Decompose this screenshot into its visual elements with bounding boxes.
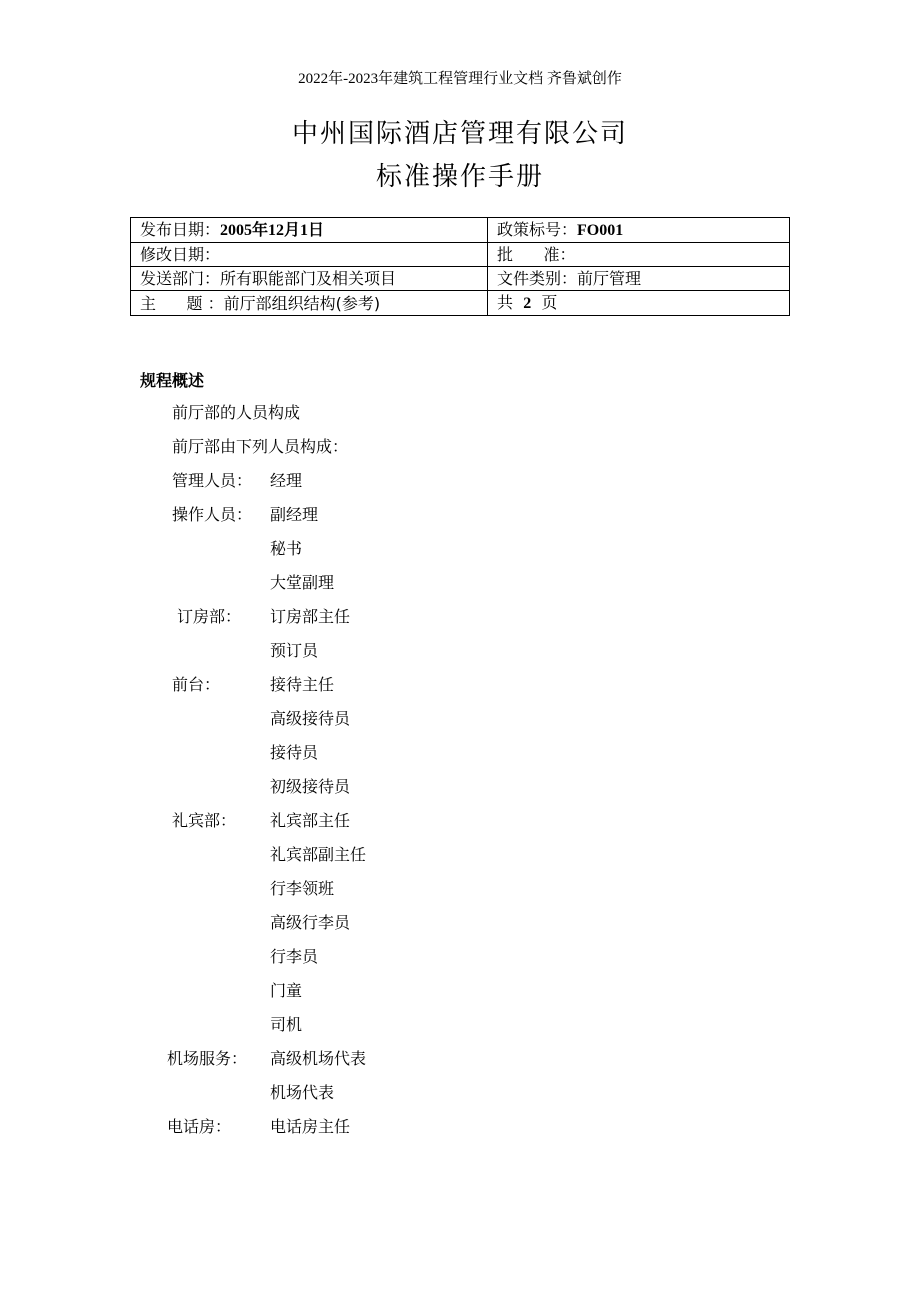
position: 经理 xyxy=(270,471,303,490)
position: 礼宾部主任 xyxy=(270,811,351,830)
dept-label: 机场服务： xyxy=(167,1049,248,1068)
table-row xyxy=(131,218,790,243)
dept-label: 操作人员： xyxy=(172,505,253,524)
subject-value: 前厅部组织结构(参考) xyxy=(223,293,381,313)
position: 高级接待员 xyxy=(270,709,351,728)
dept-label: 订房部： xyxy=(177,607,242,626)
position: 大堂副理 xyxy=(270,573,335,592)
position: 高级行李员 xyxy=(270,913,351,932)
page-count-suffix: 页 xyxy=(531,293,558,312)
page-header-note: 2022年-2023年建筑工程管理行业文档 齐鲁斌创作 xyxy=(298,71,622,87)
position: 行李领班 xyxy=(270,879,335,898)
file-category-cell xyxy=(488,267,790,291)
page-count-value: 2 xyxy=(523,295,532,312)
position: 订房部主任 xyxy=(270,607,351,626)
file-category-label: 文件类别： xyxy=(497,269,578,288)
position: 接待主任 xyxy=(270,675,335,694)
section-title: 规程概述 xyxy=(140,371,205,390)
position: 接待员 xyxy=(270,743,319,762)
position: 初级接待员 xyxy=(270,777,351,796)
table-row xyxy=(131,291,790,316)
policy-number-label: 政策标号： xyxy=(497,220,578,239)
policy-number-value: FO001 xyxy=(577,222,624,239)
subject-label: 主 题 ： xyxy=(140,293,224,313)
position: 预订员 xyxy=(270,641,319,660)
policy-number-cell xyxy=(488,218,790,243)
dept-label: 管理人员： xyxy=(172,471,253,490)
recipients-cell xyxy=(131,267,488,291)
dept-label: 前台： xyxy=(172,675,221,694)
position: 电话房主任 xyxy=(270,1117,351,1136)
dept-label: 礼宾部： xyxy=(172,811,237,830)
page-count-cell xyxy=(488,291,790,316)
page-count-prefix: 共 xyxy=(497,293,524,312)
paragraph: 前厅部的人员构成 xyxy=(172,403,301,422)
recipients-label: 发送部门： xyxy=(140,269,221,288)
approval-label: 批 准： xyxy=(497,245,576,264)
position: 门童 xyxy=(270,981,303,1000)
table-row xyxy=(131,267,790,291)
position: 行李员 xyxy=(270,947,319,966)
release-date-label: 发布日期： xyxy=(140,220,221,239)
paragraph: 前厅部由下列人员构成： xyxy=(172,437,349,456)
revision-date-cell xyxy=(131,243,488,267)
document-info-table xyxy=(130,217,790,316)
position: 礼宾部副主任 xyxy=(270,845,367,864)
table-row xyxy=(131,243,790,267)
revision-date-label: 修改日期： xyxy=(140,245,221,264)
company-title: 中州国际酒店管理有限公司 xyxy=(291,119,628,149)
position: 机场代表 xyxy=(270,1083,335,1102)
position: 副经理 xyxy=(270,505,319,524)
position: 司机 xyxy=(270,1015,303,1034)
dept-label: 电话房： xyxy=(167,1117,232,1136)
manual-subtitle: 标准操作手册 xyxy=(375,162,544,192)
recipients-value: 所有职能部门及相关项目 xyxy=(220,269,397,288)
file-category-value: 前厅管理 xyxy=(577,269,642,288)
subject-cell xyxy=(131,291,488,316)
release-date-cell xyxy=(131,218,488,243)
approval-cell xyxy=(488,243,790,267)
position: 秘书 xyxy=(270,539,303,558)
position: 高级机场代表 xyxy=(270,1049,367,1068)
release-date-value: 2005年12月1日 xyxy=(220,222,325,239)
